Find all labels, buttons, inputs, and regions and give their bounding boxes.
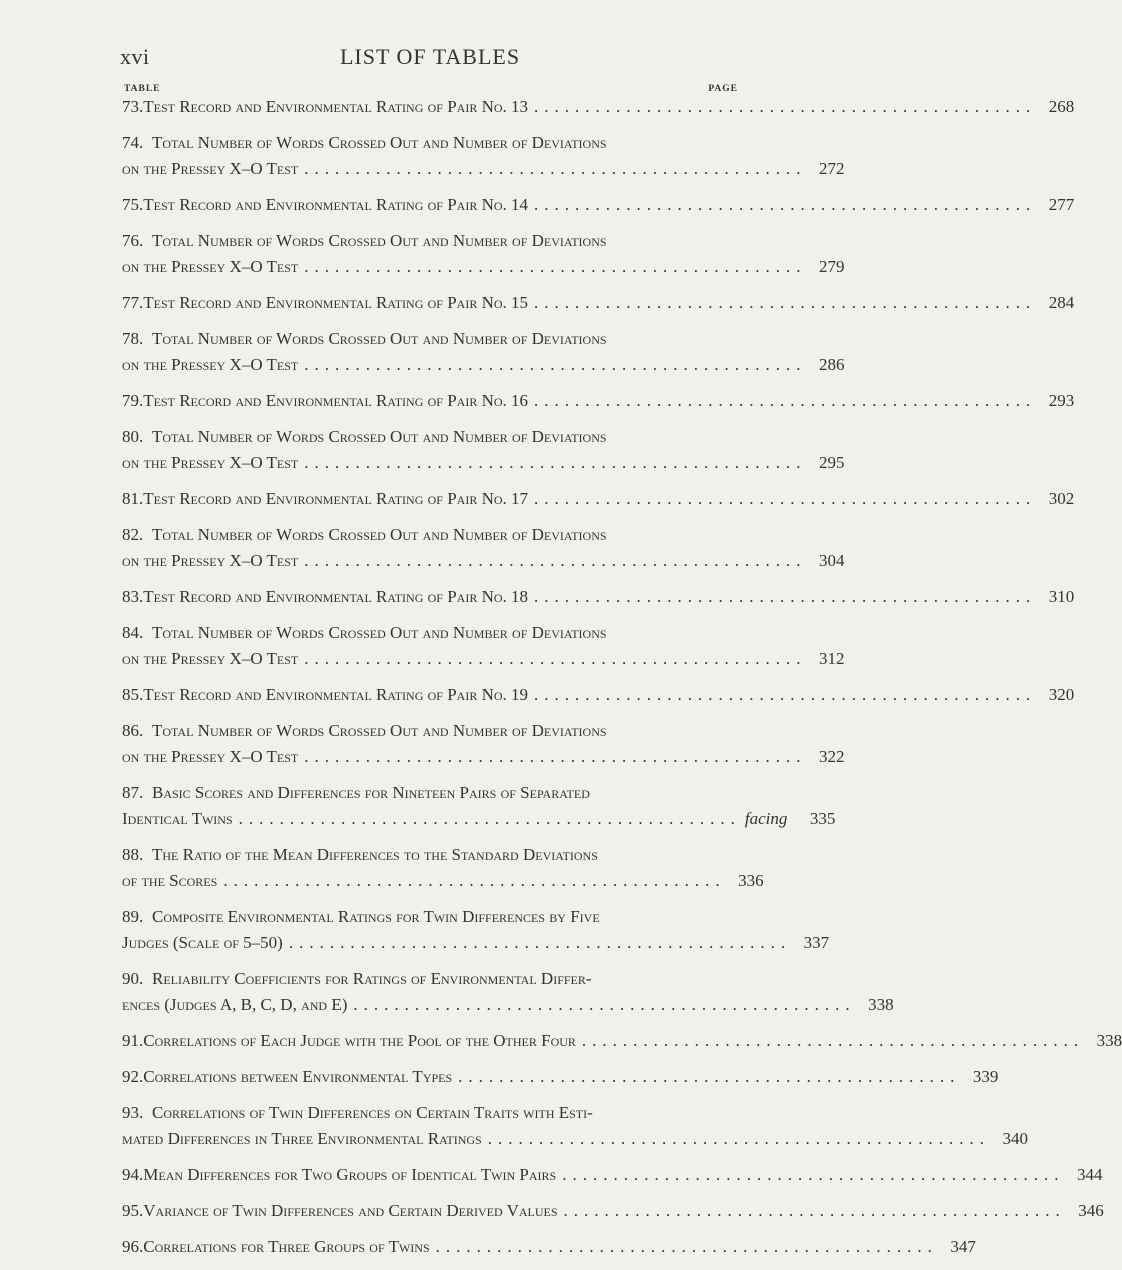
dot-leader: ................................................. [238, 809, 741, 828]
table-number: 92. [122, 1067, 144, 1086]
dot-leader: ................................................. [304, 257, 807, 276]
list-item-line [122, 486, 1075, 512]
table-title: Variance of Twin Differences and Certain Derived Values [143, 1201, 558, 1220]
dot-leader: ................................................. [581, 1031, 1085, 1050]
page-column-heading: PAGE [708, 84, 738, 94]
dot-leader: ................................................. [353, 995, 856, 1014]
table-number: 81. [122, 489, 144, 508]
page-number: 272 [819, 159, 845, 178]
table-title: on the Pressey X–O Test [122, 355, 299, 374]
list-item [122, 966, 894, 1018]
table-number: 74. [122, 133, 144, 152]
list-item [122, 424, 845, 476]
table-title: on the Pressey X–O Test [122, 551, 299, 570]
page-number: 320 [1048, 685, 1075, 704]
table-title: Total Number of Words Crossed Out and Number of Deviations [152, 133, 607, 152]
dot-leader: ................................................. [435, 1237, 938, 1256]
page-number: 336 [738, 871, 764, 890]
page-number: 268 [1048, 97, 1075, 116]
list-item [122, 1198, 1104, 1224]
table-number: 82. [122, 525, 144, 544]
table-number: 76. [122, 231, 144, 250]
table-number: 88. [122, 845, 144, 864]
list-item [122, 326, 845, 378]
list-item-line [122, 548, 845, 574]
table-title: Total Number of Words Crossed Out and Number of Deviations [152, 721, 607, 740]
list-item-line [122, 94, 1075, 120]
list-item-line [122, 904, 738, 930]
list-item-line [122, 780, 738, 806]
list-item-line [122, 1162, 1103, 1188]
page-number: 304 [819, 551, 845, 570]
page-note: facing [744, 809, 788, 828]
list-item-line [122, 806, 836, 832]
table-title: Judges (Scale of 5–50) [122, 933, 283, 952]
table-number: 96. [122, 1237, 144, 1256]
list-item [122, 1100, 1028, 1152]
table-number: 83. [122, 587, 144, 606]
table-title: on the Pressey X–O Test [122, 257, 299, 276]
page-title: LIST OF TABLES [339, 44, 521, 69]
table-title: Total Number of Words Crossed Out and Number of Deviations [152, 525, 607, 544]
list-item-line [122, 156, 845, 182]
table-column-heading: TABLE [124, 84, 161, 94]
table-title: Test Record and Environmental Rating of Pair No. 16 [143, 391, 529, 410]
list-item-line [122, 868, 764, 894]
list-item [122, 130, 845, 182]
list-item-line [122, 1234, 976, 1260]
list-item-line [122, 992, 894, 1018]
table-title: Total Number of Words Crossed Out and Number of Deviations [152, 427, 607, 446]
list-item [122, 192, 1075, 218]
list-item-line [122, 290, 1075, 316]
page-folio: xvi [120, 44, 150, 69]
table-title: Correlations between Environmental Types [143, 1067, 453, 1086]
table-title: Total Number of Words Crossed Out and Number of Deviations [152, 329, 607, 348]
page-number: 302 [1048, 489, 1075, 508]
dot-leader: ................................................. [458, 1067, 961, 1086]
dot-leader: ................................................. [534, 293, 1037, 312]
table-number: 86. [122, 721, 144, 740]
dot-leader: ................................................. [534, 195, 1037, 214]
table-number: 84. [122, 623, 144, 642]
dot-leader: ................................................. [534, 489, 1037, 508]
list-item [122, 584, 1075, 610]
page-number: 347 [950, 1237, 976, 1256]
list-item-line [122, 584, 1075, 610]
table-number: 89. [122, 907, 144, 926]
table-title: Total Number of Words Crossed Out and Number of Deviations [152, 623, 607, 642]
list-item [122, 388, 1075, 414]
table-title: on the Pressey X–O Test [122, 649, 299, 668]
dot-leader: ................................................. [304, 747, 807, 766]
list-item [122, 1234, 976, 1260]
table-title: Test Record and Environmental Rating of Pair No. 19 [143, 685, 529, 704]
page-number: 293 [1048, 391, 1075, 410]
table-number: 79. [122, 391, 144, 410]
dot-leader: ................................................. [562, 1165, 1065, 1184]
list-item-line [122, 326, 738, 352]
table-title: on the Pressey X–O Test [122, 453, 299, 472]
list-item [122, 718, 845, 770]
list-item [122, 290, 1075, 316]
list-item-line [122, 1126, 1028, 1152]
page-number: 284 [1048, 293, 1075, 312]
page-number: 310 [1048, 587, 1075, 606]
list-item-line [122, 450, 845, 476]
page-number: 286 [819, 355, 845, 374]
list-item-line [122, 254, 845, 280]
page-number: 295 [819, 453, 845, 472]
page-number: 335 [809, 809, 836, 828]
list-item-line [122, 682, 1075, 708]
table-number: 85. [122, 685, 144, 704]
table-title: on the Pressey X–O Test [122, 747, 299, 766]
table-title: Correlations for Three Groups of Twins [143, 1237, 430, 1256]
page-number: 338 [868, 995, 894, 1014]
dot-leader: ................................................. [304, 551, 807, 570]
list-item-line [122, 1198, 1104, 1224]
table-title: Test Record and Environmental Rating of Pair No. 18 [143, 587, 529, 606]
table-number: 93. [122, 1103, 144, 1122]
table-number: 90. [122, 969, 144, 988]
page-number: 338 [1096, 1031, 1122, 1050]
dot-leader: ................................................. [534, 685, 1037, 704]
dot-leader: ................................................. [223, 871, 726, 890]
list-item-line [122, 424, 738, 450]
list-item [122, 682, 1075, 708]
table-number: 91. [122, 1031, 144, 1050]
table-title: of the Scores [122, 871, 218, 890]
table-list [122, 94, 1122, 1270]
table-number: 77. [122, 293, 144, 312]
page-number: 277 [1048, 195, 1075, 214]
list-item [122, 486, 1075, 512]
running-head [120, 44, 740, 76]
table-number: 80. [122, 427, 144, 446]
page-number: 339 [972, 1067, 999, 1086]
list-item-line [122, 646, 845, 672]
dot-leader: ................................................. [304, 453, 807, 472]
page-number: 279 [819, 257, 845, 276]
list-item-line [122, 1028, 1122, 1054]
table-title: Test Record and Environmental Rating of Pair No. 13 [143, 97, 529, 116]
table-number: 94. [122, 1165, 144, 1184]
table-title: The Ratio of the Mean Differences to the Standard Deviations [152, 845, 598, 864]
table-title: on the Pressey X–O Test [122, 159, 299, 178]
list-item [122, 842, 764, 894]
table-title: ences (Judges A, B, C, D, and E) [122, 995, 348, 1014]
dot-leader: ................................................. [534, 587, 1037, 606]
list-item [122, 780, 836, 832]
list-item-line [122, 842, 738, 868]
table-number: 73. [122, 97, 144, 116]
list-item-line [122, 930, 830, 956]
list-item-line [122, 744, 845, 770]
list-item [122, 1162, 1103, 1188]
table-title: Mean Differences for Two Groups of Identical Twin Pairs [143, 1165, 557, 1184]
dot-leader: ................................................. [487, 1129, 990, 1148]
table-title: Test Record and Environmental Rating of Pair No. 15 [143, 293, 529, 312]
list-item-line [122, 620, 738, 646]
table-number: 75. [122, 195, 144, 214]
table-title: Basic Scores and Differences for Nineteen Pairs of Separated [152, 783, 590, 802]
page-number: 340 [1002, 1129, 1028, 1148]
table-title: Test Record and Environmental Rating of Pair No. 17 [143, 489, 529, 508]
list-item-line [122, 522, 738, 548]
page-number: 346 [1078, 1201, 1104, 1220]
table-title: Total Number of Words Crossed Out and Number of Deviations [152, 231, 607, 250]
list-item-line [122, 718, 738, 744]
list-item-line [122, 352, 845, 378]
dot-leader: ................................................. [304, 355, 807, 374]
list-item [122, 228, 845, 280]
page-number: 312 [819, 649, 845, 668]
table-number: 95. [122, 1201, 144, 1220]
table-title: Test Record and Environmental Rating of Pair No. 14 [143, 195, 529, 214]
page-number: 337 [803, 933, 830, 952]
dot-leader: ................................................. [304, 649, 807, 668]
list-item [122, 94, 1075, 120]
table-number: 78. [122, 329, 144, 348]
table-number: 87. [122, 783, 144, 802]
table-title: Identical Twins [122, 809, 233, 828]
list-item [122, 522, 845, 574]
dot-leader: ................................................. [288, 933, 792, 952]
list-item [122, 1064, 999, 1090]
dot-leader: ................................................. [534, 97, 1037, 116]
list-item-line [122, 1064, 999, 1090]
list-item [122, 1028, 1122, 1054]
list-item-line [122, 388, 1075, 414]
list-item-line [122, 130, 738, 156]
dot-leader: ................................................. [304, 159, 807, 178]
page-number: 344 [1076, 1165, 1103, 1184]
list-item-line [122, 192, 1075, 218]
dot-leader: ................................................. [534, 391, 1037, 410]
table-title: Reliability Coefficients for Ratings of Environmental Differ- [152, 969, 592, 988]
table-title: Correlations of Twin Differences on Certain Traits with Esti- [152, 1103, 593, 1122]
table-title: mated Differences in Three Environmental Ratings [122, 1129, 482, 1148]
list-item-line [122, 228, 738, 254]
list-item [122, 904, 830, 956]
dot-leader: ................................................. [563, 1201, 1066, 1220]
list-item-line [122, 1100, 738, 1126]
page-number: 322 [819, 747, 845, 766]
table-title: Composite Environmental Ratings for Twin Differences by Five [152, 907, 600, 926]
list-item [122, 620, 845, 672]
table-title: Correlations of Each Judge with the Pool of the Other Four [143, 1031, 576, 1050]
list-item-line [122, 966, 738, 992]
